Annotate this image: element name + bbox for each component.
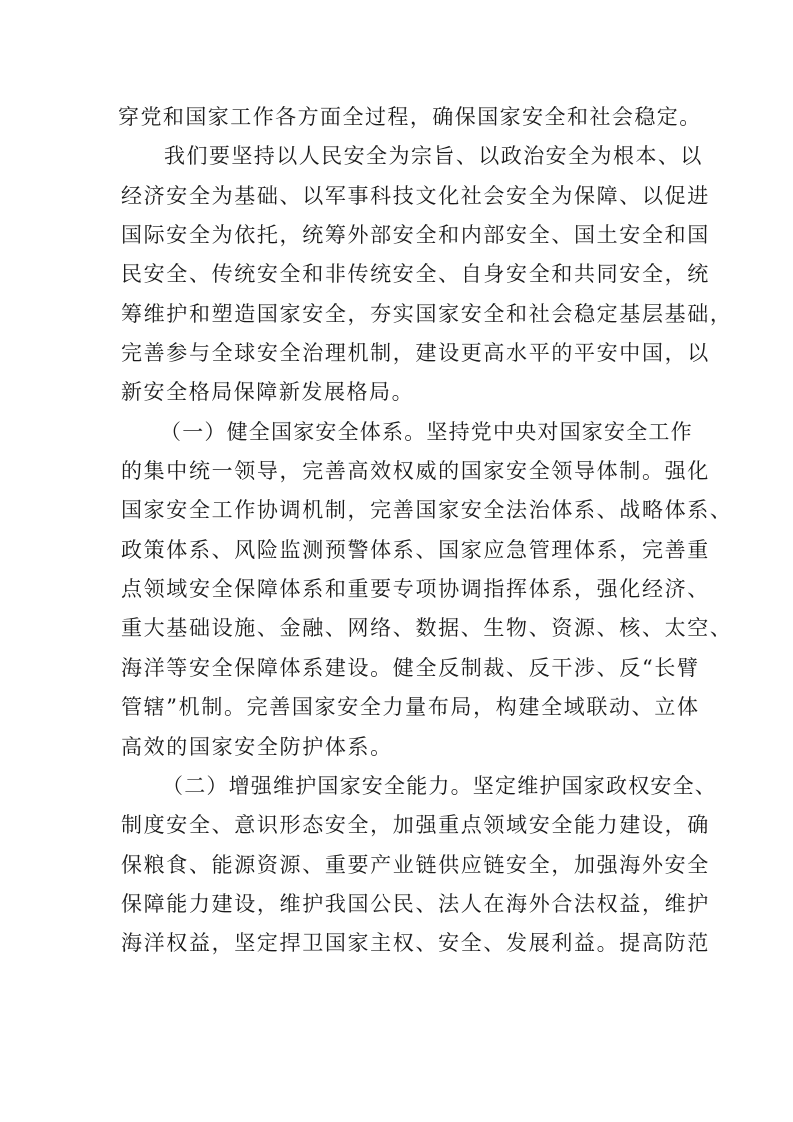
text-line: 高效的国家安全防护体系。 (121, 734, 393, 759)
text-line: 政策体系、风险监测预警体系、国家应急管理体系，完善重 (121, 537, 710, 562)
text-line: 的集中统一领导，完善高效权威的国家安全领导体制。强化 (121, 459, 710, 484)
text-line: 制度安全、意识形态安全，加强重点领域安全能力建设，确 (121, 813, 710, 838)
paragraph-first-line: 我们要坚持以人民安全为宗旨、以政治安全为根本、以 (164, 144, 703, 169)
text-line: 管辖”机制。完善国家安全力量布局，构建全域联动、立体 (121, 695, 700, 720)
section-heading-line: （二）增强维护国家安全能力。坚定维护国家政权安全、 (162, 773, 717, 798)
text-line: 海洋权益，坚定捍卫国家主权、安全、发展利益。提高防范 (121, 931, 710, 956)
text-line: 保粮食、能源资源、重要产业链供应链安全，加强海外安全 (121, 852, 710, 877)
text-line: 点领域安全保障体系和重要专项协调指挥体系，强化经济、 (121, 577, 710, 602)
section-heading-line: （一）健全国家安全体系。坚持党中央对国家安全工作 (160, 419, 693, 444)
text-line: 经济安全为基础、以军事科技文化社会安全为保障、以促进 (121, 183, 710, 208)
text-line: 保障能力建设，维护我国公民、法人在海外合法权益，维护 (121, 891, 710, 916)
text-line: 国际安全为依托，统筹外部安全和内部安全、国土安全和国 (121, 223, 710, 248)
text-line: 新安全格局保障新发展格局。 (121, 380, 415, 405)
text-line: 重大基础设施、金融、网络、数据、生物、资源、核、太空、 (121, 616, 733, 641)
text-line: 穿党和国家工作各方面全过程，确保国家安全和社会稳定。 (118, 105, 702, 129)
text-line: 筹维护和塑造国家安全，夯实国家安全和社会稳定基层基础， (121, 301, 733, 326)
text-line: 完善参与全球安全治理机制，建设更高水平的平安中国，以 (121, 341, 710, 366)
text-line: 海洋等安全保障体系建设。健全反制裁、反干涉、反“长臂 (121, 655, 700, 680)
text-line: 国家安全工作协调机制，完善国家安全法治体系、战略体系、 (121, 498, 733, 523)
text-line: 民安全、传统安全和非传统安全、自身安全和共同安全，统 (121, 262, 710, 287)
